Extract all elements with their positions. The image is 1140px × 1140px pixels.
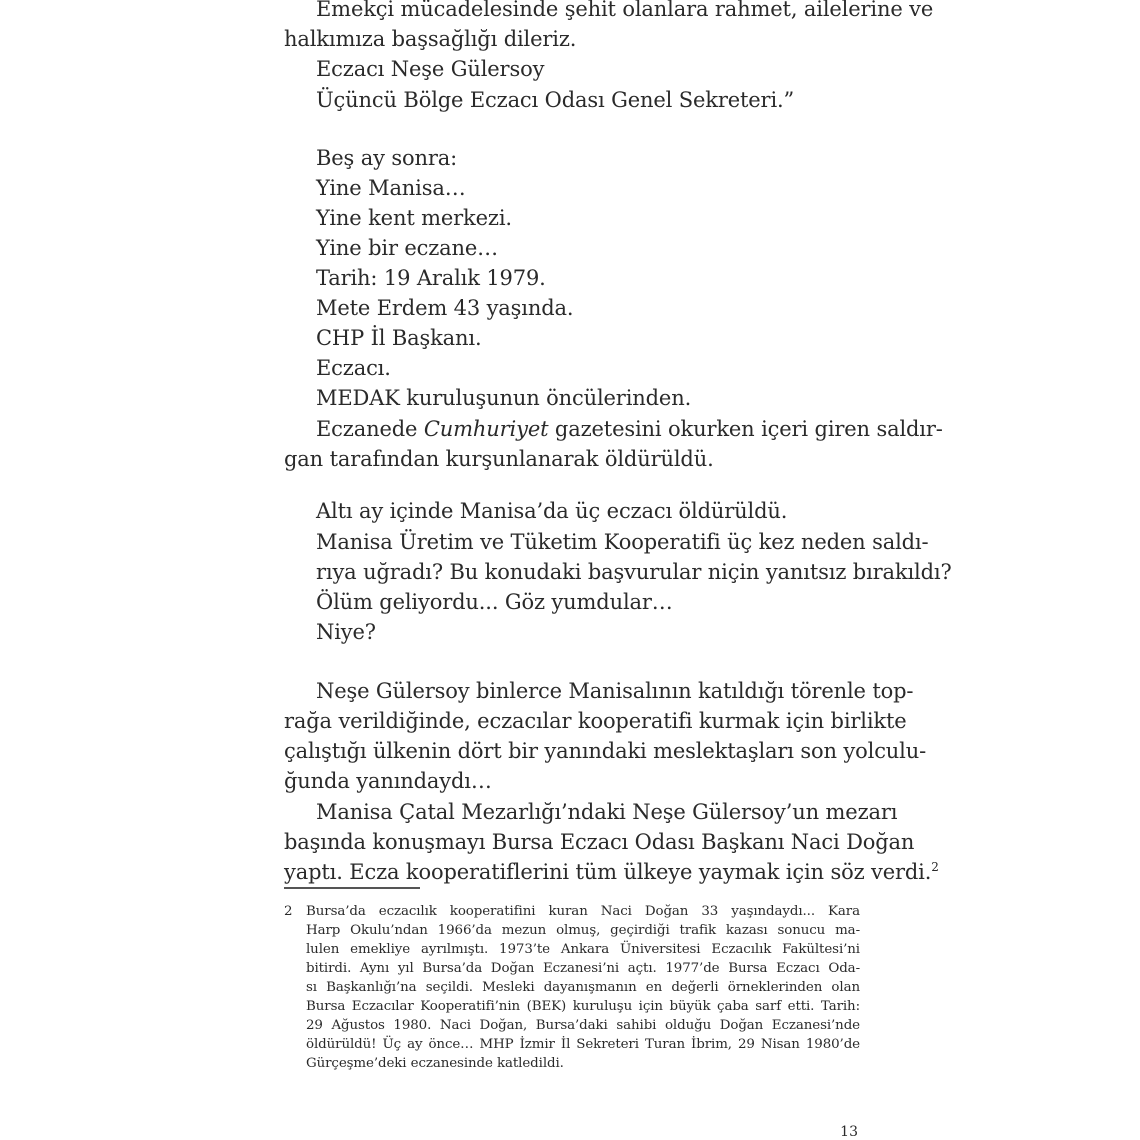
- body-line: Yine bir eczane…: [316, 236, 499, 260]
- body-line: Manisa Üretim ve Tüketim Kooperatifi üç kez neden saldı-: [316, 530, 929, 554]
- footnote-line: Bursa’da eczacılık kooperatifini kuran Naci Doğan 33 yaşındaydı... Kara: [306, 904, 860, 919]
- body-line: Eczacı Neşe Gülersoy: [316, 57, 545, 81]
- body-line: halkımıza başsağlığı dileriz.: [284, 27, 577, 51]
- body-line: Yine kent merkezi.: [316, 206, 512, 230]
- body-line: Tarih: 19 Aralık 1979.: [316, 266, 546, 290]
- footnote-line: bitirdi. Aynı yıl Bursa’da Doğan Eczanesi’ni açtı. 1977’de Bursa Eczacı Oda-: [306, 961, 860, 976]
- body-line: Manisa Çatal Mezarlığı’ndaki Neşe Gülersoy’un mezarı: [316, 800, 898, 824]
- body-line: Altı ay içinde Manisa’da üç eczacı öldürüldü.: [316, 499, 788, 523]
- footnote-number: 2: [284, 904, 293, 919]
- body-line: çalıştığı ülkenin dört bir yanındaki meslektaşları son yolculu-: [284, 739, 927, 763]
- body-line: Ölüm geliyordu... Göz yumdular…: [316, 590, 673, 614]
- body-text: Eczanede: [316, 417, 418, 441]
- body-line: Niye?: [316, 620, 376, 644]
- body-line: Emekçi mücadelesinde şehit olanlara rahmet, ailelerine ve: [316, 0, 934, 21]
- newspaper-title: Cumhuriyet: [423, 417, 549, 441]
- footnote-line: Gürçeşme’deki eczanesinde katledildi.: [306, 1056, 564, 1071]
- body-line: Yine Manisa…: [316, 176, 466, 200]
- body-line: Eczacı.: [316, 356, 391, 380]
- page-number: 13: [840, 1124, 858, 1140]
- body-line: Üçüncü Bölge Eczacı Odası Genel Sekreteri.”: [316, 88, 795, 112]
- body-line: CHP İl Başkanı.: [316, 326, 482, 350]
- footnote-line: sı Başkanlığı’na seçildi. Mesleki dayanışmanın en değerli örneklerinden olan: [306, 980, 860, 995]
- body-line: Beş ay sonra:: [316, 146, 457, 170]
- body-line: Mete Erdem 43 yaşında.: [316, 296, 574, 320]
- body-line: [316, 414, 943, 444]
- footnote-divider: [284, 887, 420, 889]
- body-text: gazetesini okurken içeri giren saldır-: [554, 417, 943, 441]
- body-line: ğunda yanındaydı…: [284, 769, 492, 793]
- body-line: [284, 857, 939, 887]
- footnote-reference[interactable]: 2: [931, 860, 939, 874]
- footnote-line: 29 Ağustos 1980. Naci Doğan, Bursa’daki sahibi olduğu Doğan Eczanesi’nde: [306, 1018, 860, 1033]
- footnote-line: Bursa Eczacılar Kooperatifi’nin (BEK) kuruluşu için büyük çaba sarf etti. Tarih:: [306, 999, 860, 1014]
- body-line: rağa verildiğinde, eczacılar kooperatifi kurmak için birlikte: [284, 709, 907, 733]
- body-text: yaptı. Ecza kooperatiflerini tüm ülkeye yaymak için söz verdi.: [284, 860, 932, 884]
- body-line: başında konuşmayı Bursa Eczacı Odası Başkanı Naci Doğan: [284, 830, 915, 854]
- body-line: gan tarafından kurşunlanarak öldürüldü.: [284, 447, 714, 471]
- footnote-line: Harp Okulu’ndan 1966’da mezun olmuş, geçirdiği trafik kazası sonucu ma-: [306, 923, 860, 938]
- body-line: Neşe Gülersoy binlerce Manisalının katıldığı törenle top-: [316, 679, 914, 703]
- footnote-line: lulen emekliye ayrılmıştı. 1973’te Ankara Üniversitesi Eczacılık Fakültesi’ni: [306, 942, 860, 957]
- body-line: MEDAK kuruluşunun öncülerinden.: [316, 386, 692, 410]
- footnote-line: öldürüldü! Üç ay önce… MHP İzmir İl Sekreteri Turan İbrim, 29 Nisan 1980’de: [306, 1037, 860, 1052]
- body-line: rıya uğradı? Bu konudaki başvurular niçin yanıtsız bırakıldı?: [316, 560, 952, 584]
